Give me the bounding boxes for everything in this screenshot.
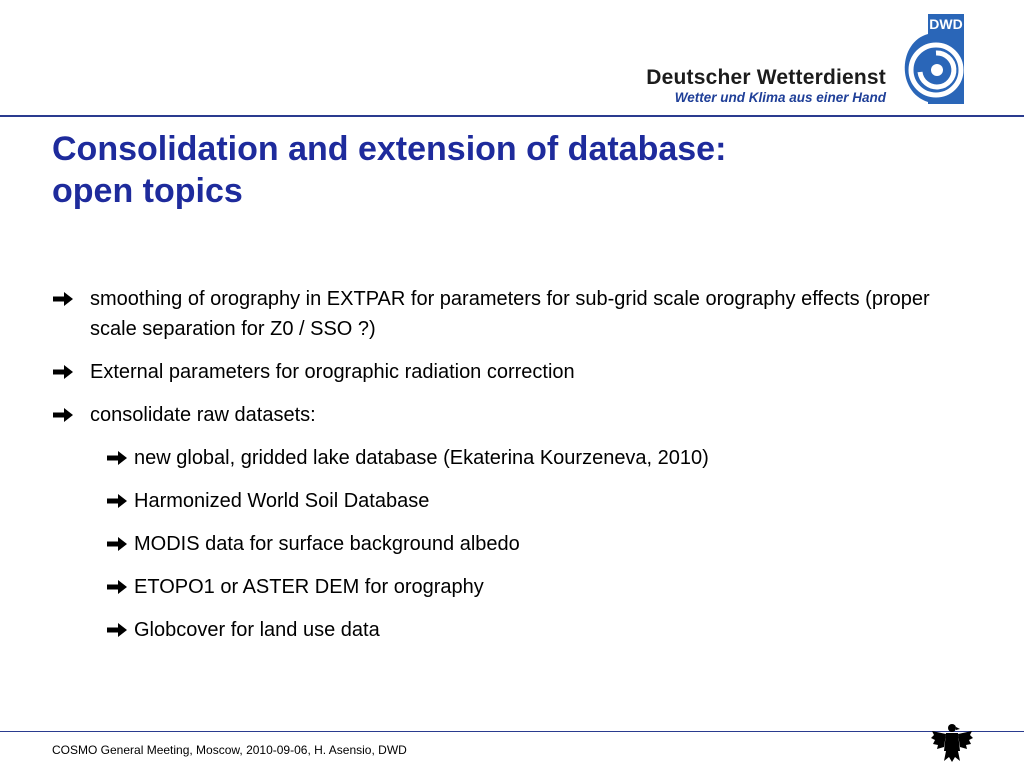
footer-rule (0, 731, 1024, 732)
bullet-text: External parameters for orographic radiation correction (90, 361, 575, 383)
sub-bullet-text: Globcover for land use data (134, 619, 380, 641)
arrow-right-icon (52, 291, 74, 307)
sub-bullet-text: MODIS data for surface background albedo (134, 533, 520, 555)
footer-text: COSMO General Meeting, Moscow, 2010-09-06, H. Asensio, DWD (52, 743, 407, 757)
sub-bullet-text: ETOPO1 or ASTER DEM for orography (134, 576, 484, 598)
arrow-right-icon (52, 364, 74, 380)
header-rule (0, 115, 1024, 117)
dwd-logo-icon (896, 10, 968, 106)
sub-bullet-text: Harmonized World Soil Database (134, 490, 430, 512)
arrow-right-icon (106, 450, 128, 466)
sub-bullet-text: new global, gridded lake database (Ekaterina Kourzeneva, 2010) (134, 447, 709, 469)
arrow-right-icon (106, 579, 128, 595)
sub-bullet-item (52, 615, 932, 645)
sub-bullet-item (52, 443, 932, 473)
logo-tagline: Wetter und Klima aus einer Hand (674, 90, 886, 105)
logo-badge: DWD (929, 16, 963, 32)
bullet-item (52, 284, 932, 344)
federal-eagle-icon (930, 721, 974, 765)
arrow-right-icon (106, 536, 128, 552)
arrow-right-icon (106, 493, 128, 509)
bullet-list (52, 284, 932, 658)
slide-title (52, 128, 952, 212)
sub-bullet-item (52, 572, 932, 602)
arrow-right-icon (52, 407, 74, 423)
logo-name: Deutscher Wetterdienst (646, 66, 886, 89)
slide-title-line-1: Consolidation and extension of database: (52, 130, 727, 168)
bullet-item (52, 400, 932, 430)
sub-bullet-item (52, 529, 932, 559)
dwd-logo-text (636, 66, 886, 106)
bullet-text: smoothing of orography in EXTPAR for parameters for sub-grid scale orography effects (proper scale separation for Z0 / SSO ?) (90, 288, 930, 340)
bullet-text: consolidate raw datasets: (90, 404, 316, 426)
bullet-item (52, 357, 932, 387)
slide-title-line-2: open topics (52, 172, 243, 210)
sub-bullet-item (52, 486, 932, 516)
arrow-right-icon (106, 622, 128, 638)
